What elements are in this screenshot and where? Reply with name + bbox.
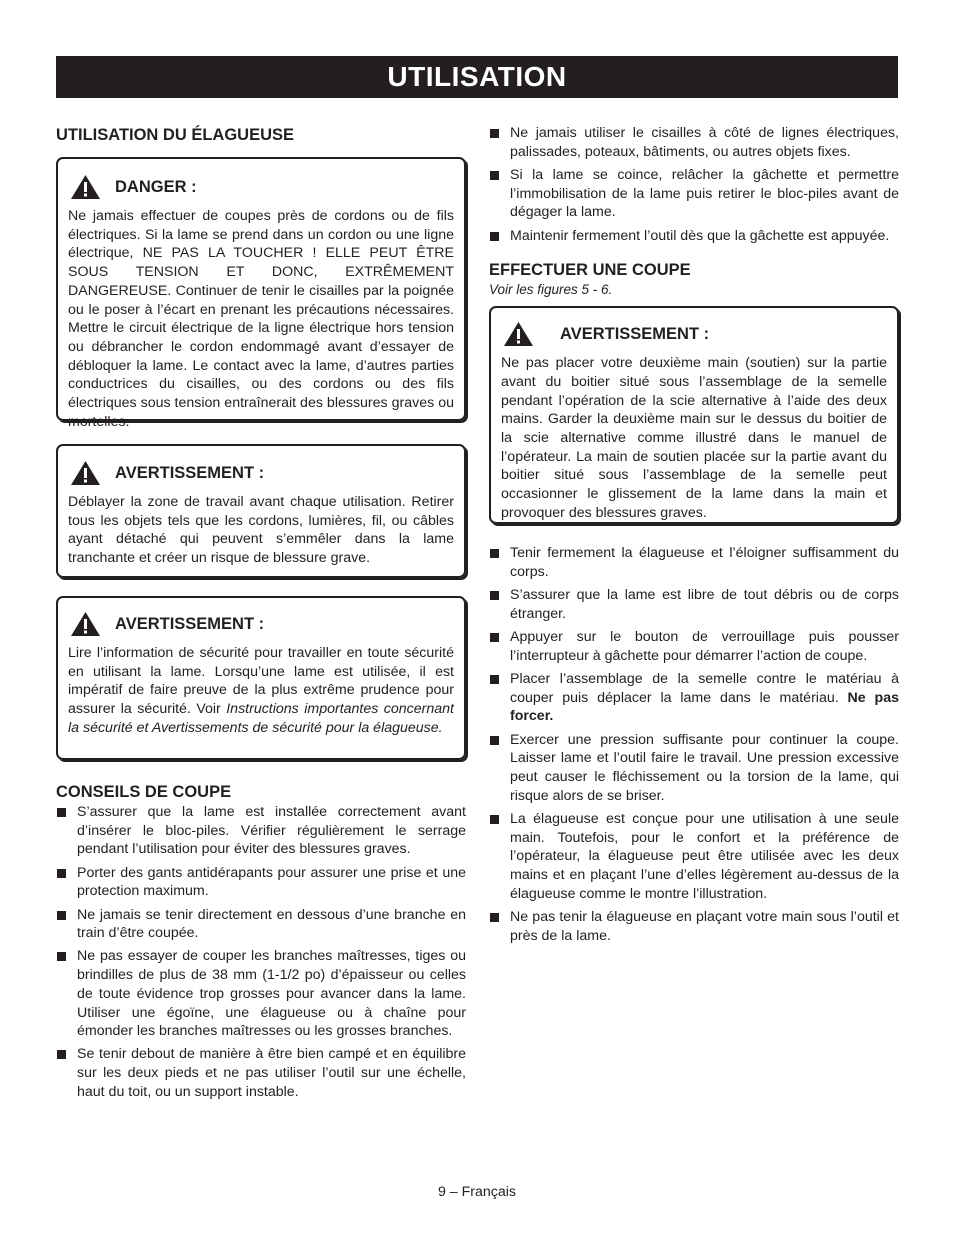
page-title-banner <box>56 56 898 98</box>
list-item: Porter des gants antidérapants pour assurer une prise et une protection maximum. <box>56 864 466 901</box>
list-item: Ne pas essayer de couper les branches maîtresses, tiges ou brindilles de plus de 38 mm (1-1/2 po) d’épaisseur ou celles de toute évidence trop grosses pour avancer dans la lame. Utiliser une égoïne, une élagueuse ou à chaîne pour émonder les branches maîtresses ou les grosses branches. <box>56 947 466 1041</box>
list-item: Exercer une pression suffisante pour continuer la coupe. Laisser lame et l’outil faire le travail. Une pression excessive peut causer le fléchissement ou la torsion de la lame, qui risque alors de se briser. <box>489 731 899 806</box>
list-item: S’assurer que la lame est installée correctement avant d’insérer le bloc-piles. Vérifier régulièrement le serrage pendant l’utilisation pour éviter des blessures graves. <box>56 803 466 859</box>
right-column <box>489 124 899 950</box>
danger-box <box>56 157 466 430</box>
danger-header <box>70 175 454 199</box>
list-item: Se tenir debout de manière à être bien campé et en équilibre sur les deux pieds et ne pas utiliser l’outil sur une échelle, haut du toit, ou un support instable. <box>56 1045 466 1101</box>
warning-label-1: AVERTISSEMENT : <box>115 463 265 482</box>
list-item: La élagueuse est conçue pour une utilisation à une seule main. Toutefois, pour le confort et la préférence de l’opérateur, la élagueuse peut être utilisée avec les deux mains et en plaçant l’une d’elles légèrement au-dessus de la élagueuse comme le montre l’illustration. <box>489 810 899 904</box>
warning-triangle-icon <box>70 174 101 200</box>
page-footer <box>0 1184 954 1200</box>
warning-header-1 <box>70 461 454 485</box>
warning-box-1 <box>56 444 466 578</box>
page-number: 9 – Français <box>437 1184 517 1200</box>
warning-triangle-icon <box>70 611 101 637</box>
list-item: Maintenir fermement l’outil dès que la gâchette est appuyée. <box>489 227 899 246</box>
bullet-square-icon <box>490 633 499 642</box>
bullet-square-icon <box>57 911 66 920</box>
bullet-square-icon <box>490 675 499 684</box>
bullet-square-icon <box>490 815 499 824</box>
danger-label: DANGER : <box>115 177 197 196</box>
section-title-usage: UTILISATION DU ÉLAGUEUSE <box>56 126 295 144</box>
figure-reference: Voir les figures 5 - 6. <box>489 282 613 298</box>
bullet-square-icon <box>490 171 499 180</box>
warning-text-1: Déblayer la zone de travail avant chaque utilisation. Retirer tous les objets tels que les cordons, lumières, fil, ou câbles ayant détaché qui peuvent s’emmêler dans la lame tranchante et créer un risque de blessure grave. <box>68 494 454 567</box>
tips-list <box>56 803 466 1102</box>
list-item: Appuyer sur le bouton de verrouillage puis pousser l’interrupteur à gâchette pour démarrer l’action de coupe. <box>489 628 899 665</box>
bullet-square-icon <box>57 1050 66 1059</box>
list-item: Placer l’assemblage de la semelle contre le matériau à couper puis déplacer la lame dans le matériau. Ne pas forcer. <box>489 670 899 726</box>
list-item: Tenir fermement la élagueuse et l’éloigner suffisamment du corps. <box>489 544 899 581</box>
bullet-square-icon <box>490 232 499 241</box>
warning-text-3: Ne pas placer votre deuxième main (soutien) sur la partie avant du boitier situé sous l’assemblage de la semelle pendant l’opération de la scie alternative à l’aide des deux mains. Garder la deuxième main sur le dessus du boitier de la scie alternative comme illustré dans le manuel de l’opérateur. La main de soutien placée sur la partie avant du boitier situé sous l’assemblage de la semelle peut occasionner le glissement de la lame dans la main et provoquer des blessures graves. <box>501 355 887 521</box>
bullet-square-icon <box>490 129 499 138</box>
bullet-square-icon <box>490 913 499 922</box>
warning-header-2 <box>70 612 454 636</box>
bullet-square-icon <box>57 952 66 961</box>
bullet-square-icon <box>490 591 499 600</box>
top-bullet-list <box>489 124 899 245</box>
list-item: Si la lame se coince, relâcher la gâchette et permettre l’immobilisation de la lame puis retirer le bloc-piles avant de dégager la lame. <box>489 166 899 222</box>
section-title-tips: CONSEILS DE COUPE <box>56 783 232 801</box>
warning-header-3 <box>503 322 887 346</box>
warning-box-2 <box>56 596 466 760</box>
section-title-cut: EFFECTUER UNE COUPE <box>489 261 691 280</box>
bullet-square-icon <box>490 549 499 558</box>
warning-triangle-icon <box>70 460 101 486</box>
warning-triangle-icon <box>503 321 534 347</box>
warning-box-3 <box>489 306 899 524</box>
bullet-square-icon <box>490 736 499 745</box>
left-column <box>56 125 466 1106</box>
page-title: UTILISATION <box>387 61 567 92</box>
warning-text-2-plain: Lire l’information de sécurité pour travailler en toute sécurité en utilisant la lame. Lorsqu’une lame est utilisée, il est impératif de faire preuve de la plus extrême prudence pour assurer la sécurité. Voir <box>68 645 454 718</box>
bullet-square-icon <box>57 869 66 878</box>
list-item: S’assurer que la lame est libre de tout débris ou de corps étranger. <box>489 586 899 623</box>
bullet-square-icon <box>57 808 66 817</box>
list-item: Ne jamais se tenir directement en dessous d’une branche en train d’être coupée. <box>56 906 466 943</box>
warning-label-3: AVERTISSEMENT : <box>560 324 710 343</box>
emphasis-text: Ne pas forcer. <box>510 689 900 725</box>
warning-text-2 <box>68 644 454 738</box>
warning-label-2: AVERTISSEMENT : <box>115 614 265 633</box>
cut-bullet-list <box>489 544 899 945</box>
danger-text: Ne jamais effectuer de coupes près de cordons ou de fils électriques. Si la lame se prend dans un cordon ou une ligne électrique, NE PAS LA TOUCHER ! ELLE PEUT ÊTRE SOUS TENSION ET DONC, EXTRÊMEMENT DANGEREUSE. Continuer de tenir le cisailles par la poignée ou le poser à l’écart en prenant les précautions nécessaires. Mettre le circuit électrique de la ligne électrique hors tension ou débrancher le cordon endommagé avant d’essayer de débloquer la lame. Le contact avec la lame, d’autres parties conductrices du cisailles, ou des cordons ou des fils électriques sous tension entraînerait des blessures graves ou mortelles. <box>68 208 454 430</box>
list-item: Ne jamais utiliser le cisailles à côté de lignes électriques, palissades, poteaux, bâtiments, ou autres objets fixes. <box>489 124 899 161</box>
warning-text-2-italic: Instructions importantes concernant la sécurité et Avertissements de sécurité pour la élagueuse. <box>68 701 455 736</box>
list-item: Ne pas tenir la élagueuse en plaçant votre main sous l’outil et près de la lame. <box>489 908 899 945</box>
